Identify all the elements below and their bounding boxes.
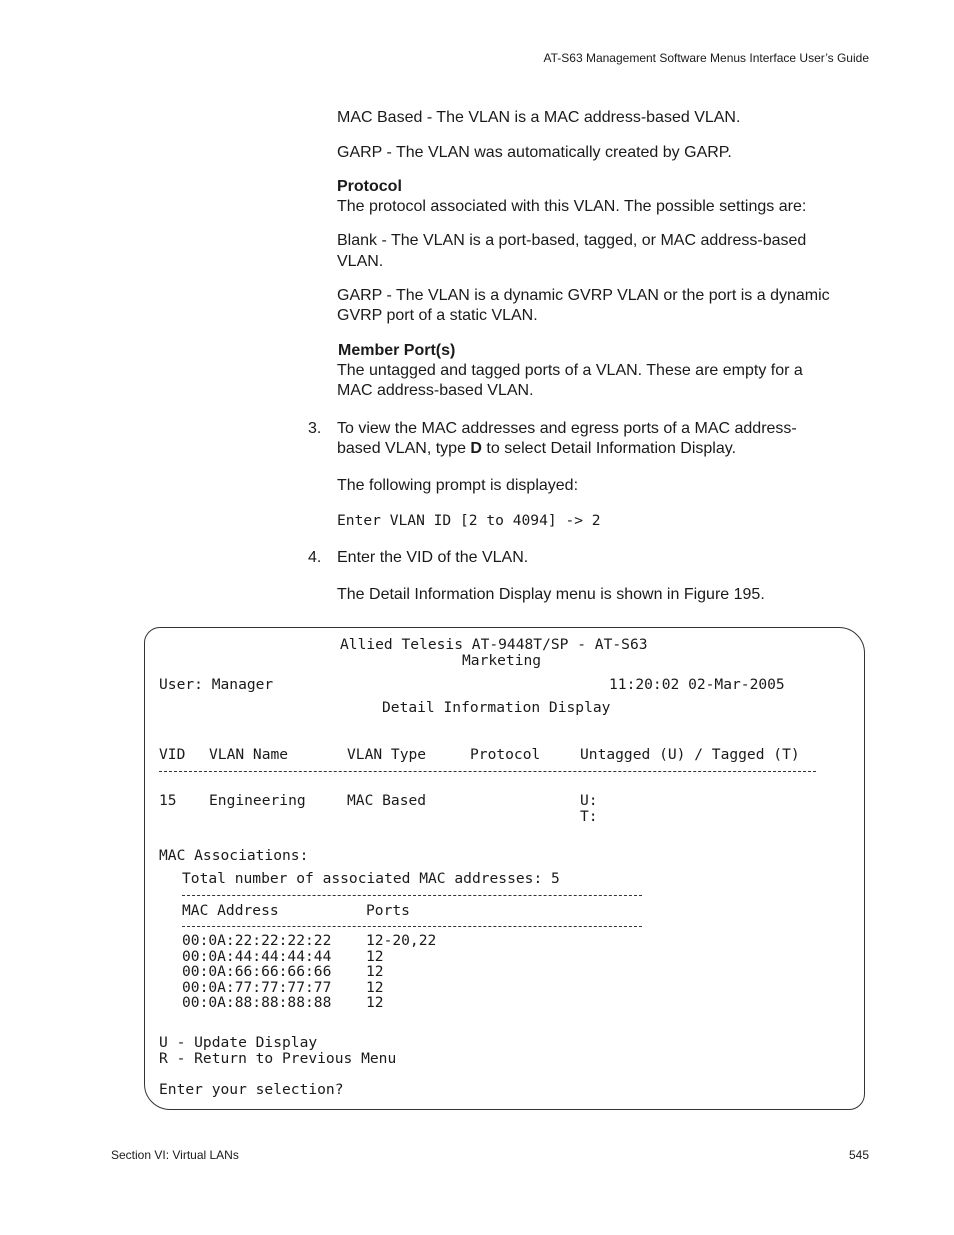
terminal-title: Allied Telesis AT-9448T/SP - AT-S63 (340, 636, 648, 653)
protocol-description: The protocol associated with this VLAN. The possible settings are: (337, 198, 807, 215)
col-vlan-type: VLAN Type (347, 746, 427, 763)
mac-row-address: 00:0A:77:77:77:77 (182, 979, 332, 996)
member-ports-line2: MAC address-based VLAN. (337, 382, 534, 399)
col-vid: VID (159, 746, 186, 763)
mac-col-address: MAC Address (182, 902, 279, 919)
step3-text-pre: based VLAN, type (337, 440, 471, 457)
option-return-menu: R - Return to Previous Menu (159, 1050, 397, 1067)
mac-total-label: Total number of associated MAC addresses: 5 (182, 870, 560, 887)
mac-associations-label: MAC Associations: (159, 847, 309, 864)
header-divider (159, 771, 816, 772)
vlan-type-garp: GARP - The VLAN was automatically created by GARP. (337, 144, 732, 161)
mac-row-ports: 12-20,22 (366, 932, 437, 949)
step3-key: D (470, 440, 482, 457)
prompt-code: Enter VLAN ID [2 to 4094] -> 2 (337, 512, 601, 529)
vlan-type-mac-based: MAC Based - The VLAN is a MAC address-based VLAN. (337, 109, 741, 126)
protocol-garp-line1: GARP - The VLAN is a dynamic GVRP VLAN or the port is a dynamic (337, 287, 830, 304)
terminal-user: User: Manager (159, 676, 274, 693)
figure-reference: The Detail Information Display menu is shown in Figure 195. (337, 586, 765, 603)
mac-row-address: 00:0A:66:66:66:66 (182, 963, 332, 980)
footer-page-number: 545 (848, 1148, 869, 1162)
step4-text: Enter the VID of the VLAN. (337, 549, 529, 566)
terminal-subtitle: Marketing (462, 652, 542, 669)
selection-prompt: Enter your selection? (159, 1081, 344, 1098)
footer-section: Section VI: Virtual LANs (111, 1148, 239, 1162)
mac-row-ports: 12 (366, 963, 384, 980)
mac-col-ports: Ports (366, 902, 410, 919)
running-header: AT-S63 Management Software Menus Interface User’s Guide (543, 51, 869, 65)
protocol-heading: Protocol (337, 178, 402, 195)
prompt-intro: The following prompt is displayed: (337, 477, 579, 494)
protocol-blank-line1: Blank - The VLAN is a port-based, tagged, or MAC address-based (337, 232, 807, 249)
col-untagged-tagged: Untagged (U) / Tagged (T) (580, 746, 800, 763)
col-vlan-name: VLAN Name (209, 746, 289, 763)
row-untagged: U: (580, 792, 598, 809)
step3-line2 (337, 439, 736, 459)
mac-row-address: 00:0A:88:88:88:88 (182, 994, 332, 1011)
step3-text-post: to select Detail Information Display. (481, 440, 737, 457)
mac-header-divider (182, 926, 642, 927)
step4-number: 4. (308, 549, 322, 566)
mac-row-address: 00:0A:22:22:22:22 (182, 932, 332, 949)
terminal-menu-title: Detail Information Display (382, 699, 611, 716)
mac-row-ports: 12 (366, 979, 384, 996)
mac-row-ports: 12 (366, 948, 384, 965)
member-ports-line1: The untagged and tagged ports of a VLAN. These are empty for a (337, 362, 803, 379)
protocol-garp-line2: GVRP port of a static VLAN. (337, 307, 538, 324)
option-update-display: U - Update Display (159, 1034, 318, 1051)
protocol-blank-line2: VLAN. (337, 253, 384, 270)
row-vlan-name: Engineering (209, 792, 306, 809)
mac-row-ports: 12 (366, 994, 384, 1011)
row-vlan-type: MAC Based (347, 792, 427, 809)
member-ports-heading: Member Port(s) (338, 342, 456, 359)
step3-line1: To view the MAC addresses and egress ports of a MAC address- (337, 420, 797, 437)
row-vid: 15 (159, 792, 177, 809)
row-tagged: T: (580, 808, 598, 825)
mac-row-address: 00:0A:44:44:44:44 (182, 948, 332, 965)
terminal-datetime: 11:20:02 02-Mar-2005 (609, 676, 785, 693)
mac-top-divider (182, 895, 642, 896)
col-protocol: Protocol (470, 746, 541, 763)
step3-number: 3. (308, 420, 322, 437)
